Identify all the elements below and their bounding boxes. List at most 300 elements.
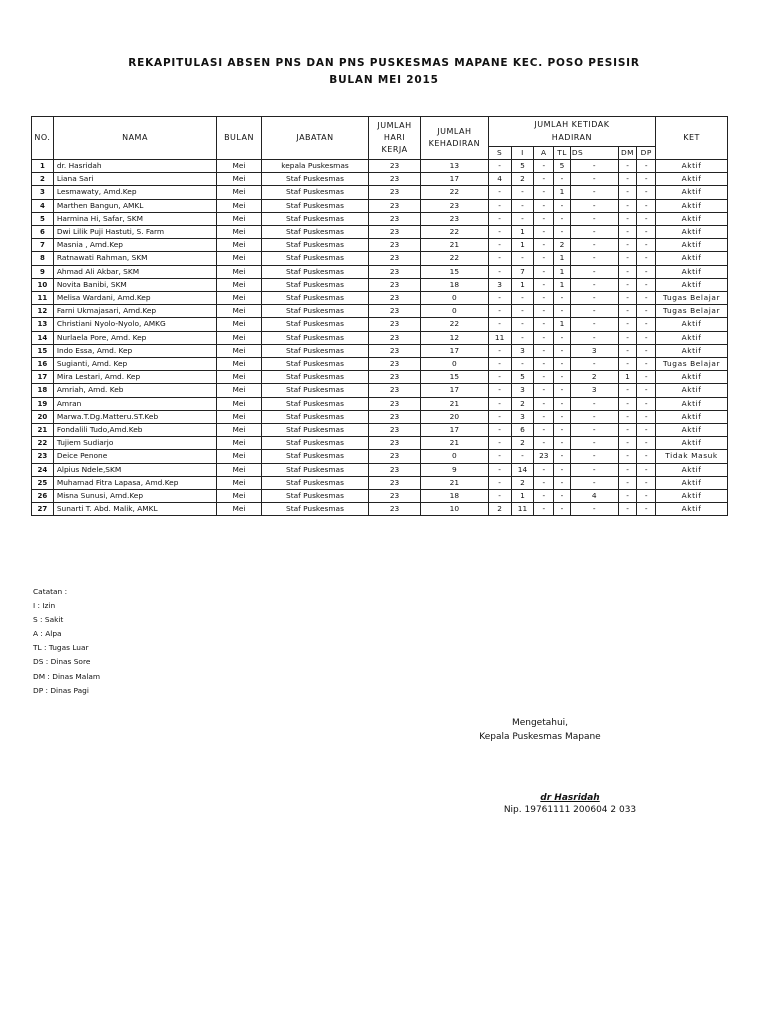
header-sub-dp: DP xyxy=(637,147,656,160)
row-a: - xyxy=(534,318,554,331)
row-ds: - xyxy=(570,239,618,252)
row-a: - xyxy=(534,292,554,305)
row-s: - xyxy=(488,410,511,423)
row-ket: Tidak Masuk xyxy=(656,450,728,463)
row-s: - xyxy=(488,371,511,384)
row-number: 25 xyxy=(32,476,54,489)
row-number: 7 xyxy=(32,239,54,252)
row-hari-kerja: 23 xyxy=(369,490,421,503)
row-i: - xyxy=(511,252,534,265)
header-hari-kerja xyxy=(369,117,421,160)
row-hari-kerja: 23 xyxy=(369,358,421,371)
row-tl: - xyxy=(554,410,571,423)
row-bulan: Mei xyxy=(217,424,262,437)
row-nama: Fondalili Tudo,Amd.Keb xyxy=(53,424,216,437)
row-bulan: Mei xyxy=(217,437,262,450)
row-jabatan: Staf Puskesmas xyxy=(261,358,368,371)
row-ds: - xyxy=(570,437,618,450)
row-bulan: Mei xyxy=(217,265,262,278)
note-line: DM : Dinas Malam xyxy=(33,671,101,681)
row-dm: - xyxy=(618,476,637,489)
row-jabatan: Staf Puskesmas xyxy=(261,397,368,410)
row-hari-kerja: 23 xyxy=(369,226,421,239)
row-ket: Aktif xyxy=(656,384,728,397)
row-dp: - xyxy=(637,397,656,410)
row-dp: - xyxy=(637,239,656,252)
row-jabatan: Staf Puskesmas xyxy=(261,239,368,252)
row-kehadiran: 21 xyxy=(421,239,489,252)
row-ket: Tugas Belajar xyxy=(656,292,728,305)
row-kehadiran: 22 xyxy=(421,226,489,239)
row-ket: Aktif xyxy=(656,437,728,450)
row-tl: - xyxy=(554,450,571,463)
row-tl: 1 xyxy=(554,278,571,291)
table-row xyxy=(32,410,728,423)
row-bulan: Mei xyxy=(217,450,262,463)
header-sub-dm: DM xyxy=(618,147,637,160)
row-dp: - xyxy=(637,490,656,503)
row-tl: - xyxy=(554,292,571,305)
row-a: - xyxy=(534,371,554,384)
row-kehadiran: 15 xyxy=(421,371,489,384)
row-hari-kerja: 23 xyxy=(369,252,421,265)
row-i: 6 xyxy=(511,424,534,437)
table-row xyxy=(32,450,728,463)
row-ket: Aktif xyxy=(656,410,728,423)
row-bulan: Mei xyxy=(217,331,262,344)
row-i: 3 xyxy=(511,384,534,397)
row-kehadiran: 12 xyxy=(421,331,489,344)
row-jabatan: Staf Puskesmas xyxy=(261,503,368,516)
row-jabatan: Staf Puskesmas xyxy=(261,476,368,489)
row-nama: Amran xyxy=(53,397,216,410)
row-ket: Tugas Belajar xyxy=(656,358,728,371)
table-row xyxy=(32,265,728,278)
row-bulan: Mei xyxy=(217,292,262,305)
notes-legend xyxy=(33,585,100,698)
row-s: - xyxy=(488,490,511,503)
row-tl: - xyxy=(554,305,571,318)
row-number: 26 xyxy=(32,490,54,503)
row-nama: dr. Hasridah xyxy=(53,160,216,173)
row-tl: - xyxy=(554,226,571,239)
row-bulan: Mei xyxy=(217,397,262,410)
row-number: 2 xyxy=(32,173,54,186)
row-a: - xyxy=(534,397,554,410)
row-nama: Ahmad Ali Akbar, SKM xyxy=(53,265,216,278)
row-hari-kerja: 23 xyxy=(369,410,421,423)
header-sub-s: S xyxy=(488,147,511,160)
row-number: 10 xyxy=(32,278,54,291)
row-s: - xyxy=(488,226,511,239)
row-tl: - xyxy=(554,503,571,516)
row-bulan: Mei xyxy=(217,410,262,423)
row-kehadiran: 10 xyxy=(421,503,489,516)
row-a: - xyxy=(534,476,554,489)
row-i: 3 xyxy=(511,410,534,423)
row-nama: Melisa Wardani, Amd.Kep xyxy=(53,292,216,305)
row-i: 5 xyxy=(511,160,534,173)
row-s: - xyxy=(488,424,511,437)
row-number: 21 xyxy=(32,424,54,437)
row-nama: Liana Sari xyxy=(53,173,216,186)
row-hari-kerja: 23 xyxy=(369,424,421,437)
table-row xyxy=(32,331,728,344)
row-number: 20 xyxy=(32,410,54,423)
row-hari-kerja: 23 xyxy=(369,384,421,397)
row-a: - xyxy=(534,344,554,357)
row-kehadiran: 0 xyxy=(421,358,489,371)
row-dp: - xyxy=(637,173,656,186)
note-line: DP : Dinas Pagi xyxy=(33,685,89,695)
row-hari-kerja: 23 xyxy=(369,199,421,212)
header-nama: NAMA xyxy=(53,117,216,160)
row-ds: - xyxy=(570,305,618,318)
row-dp: - xyxy=(637,450,656,463)
row-ds: - xyxy=(570,226,618,239)
row-i: 2 xyxy=(511,173,534,186)
row-kehadiran: 18 xyxy=(421,278,489,291)
row-number: 8 xyxy=(32,252,54,265)
row-number: 11 xyxy=(32,292,54,305)
row-kehadiran: 15 xyxy=(421,265,489,278)
table-row xyxy=(32,358,728,371)
row-kehadiran: 17 xyxy=(421,173,489,186)
row-ket: Aktif xyxy=(656,424,728,437)
row-dm: - xyxy=(618,305,637,318)
row-ket: Aktif xyxy=(656,199,728,212)
row-ket: Aktif xyxy=(656,226,728,239)
row-ds: - xyxy=(570,160,618,173)
row-tl: - xyxy=(554,331,571,344)
note-line: I : Izin xyxy=(33,601,56,611)
row-hari-kerja: 23 xyxy=(369,331,421,344)
row-jabatan: Staf Puskesmas xyxy=(261,278,368,291)
row-s: - xyxy=(488,463,511,476)
row-jabatan: Staf Puskesmas xyxy=(261,384,368,397)
row-s: - xyxy=(488,397,511,410)
row-dp: - xyxy=(637,278,656,291)
row-number: 1 xyxy=(32,160,54,173)
row-dm: - xyxy=(618,292,637,305)
row-number: 4 xyxy=(32,199,54,212)
row-kehadiran: 0 xyxy=(421,292,489,305)
row-i: 1 xyxy=(511,278,534,291)
row-dm: - xyxy=(618,186,637,199)
row-kehadiran: 18 xyxy=(421,490,489,503)
row-i: 1 xyxy=(511,239,534,252)
row-s: - xyxy=(488,292,511,305)
row-dp: - xyxy=(637,424,656,437)
signature-nip: Nip. 19761111 200604 2 033 xyxy=(503,805,637,815)
row-nama: Marwa.T.Dg.Matteru.ST.Keb xyxy=(53,410,216,423)
table-row xyxy=(32,173,728,186)
row-s: - xyxy=(488,384,511,397)
row-jabatan: Staf Puskesmas xyxy=(261,490,368,503)
row-nama: Harmina Hi, Safar, SKM xyxy=(53,212,216,225)
row-s: - xyxy=(488,212,511,225)
signature-acknowledged: Mengetahui, xyxy=(511,718,569,728)
row-dm: - xyxy=(618,384,637,397)
row-kehadiran: 21 xyxy=(421,397,489,410)
row-s: - xyxy=(488,239,511,252)
header-sub-tl: TL xyxy=(554,147,571,160)
row-nama: Indo Essa, Amd. Kep xyxy=(53,344,216,357)
row-i: 11 xyxy=(511,503,534,516)
header-sub-a: A xyxy=(534,147,554,160)
row-jabatan: Staf Puskesmas xyxy=(261,265,368,278)
row-ds: - xyxy=(570,503,618,516)
row-dp: - xyxy=(637,186,656,199)
header-sub-ds: DS xyxy=(570,147,618,160)
row-nama: Masnia , Amd.Kep xyxy=(53,239,216,252)
row-i: 2 xyxy=(511,397,534,410)
row-number: 18 xyxy=(32,384,54,397)
row-hari-kerja: 23 xyxy=(369,265,421,278)
row-jabatan: Staf Puskesmas xyxy=(261,331,368,344)
row-ds: - xyxy=(570,463,618,476)
row-dm: - xyxy=(618,358,637,371)
row-s: 3 xyxy=(488,278,511,291)
row-kehadiran: 9 xyxy=(421,463,489,476)
row-ds: - xyxy=(570,212,618,225)
table-row xyxy=(32,252,728,265)
row-a: - xyxy=(534,199,554,212)
row-number: 27 xyxy=(32,503,54,516)
row-s: 2 xyxy=(488,503,511,516)
row-ds: - xyxy=(570,292,618,305)
header-kehadiran-line: KEHADIRAN xyxy=(428,139,481,148)
row-tl: - xyxy=(554,384,571,397)
row-hari-kerja: 23 xyxy=(369,239,421,252)
row-a: - xyxy=(534,212,554,225)
header-jabatan: JABATAN xyxy=(261,117,368,160)
row-ket: Aktif xyxy=(656,331,728,344)
row-ds: - xyxy=(570,278,618,291)
row-i: 2 xyxy=(511,437,534,450)
row-tl: - xyxy=(554,358,571,371)
table-row xyxy=(32,160,728,173)
row-a: - xyxy=(534,384,554,397)
row-kehadiran: 20 xyxy=(421,410,489,423)
header-kehadiran-line: JUMLAH xyxy=(437,126,472,136)
row-ds: - xyxy=(570,358,618,371)
row-a: 23 xyxy=(534,450,554,463)
row-ket: Aktif xyxy=(656,239,728,252)
note-line: Catatan : xyxy=(33,587,68,596)
row-dm: - xyxy=(618,331,637,344)
row-a: - xyxy=(534,358,554,371)
row-a: - xyxy=(534,503,554,516)
note-line: S : Sakit xyxy=(33,615,64,625)
row-tl: 1 xyxy=(554,186,571,199)
row-nama: Deice Penone xyxy=(53,450,216,463)
row-ds: - xyxy=(570,318,618,331)
signature-block xyxy=(470,716,610,744)
header-ket: KET xyxy=(656,117,728,160)
table-row xyxy=(32,437,728,450)
row-bulan: Mei xyxy=(217,212,262,225)
row-bulan: Mei xyxy=(217,226,262,239)
row-jabatan: Staf Puskesmas xyxy=(261,371,368,384)
row-number: 14 xyxy=(32,331,54,344)
row-i: - xyxy=(511,450,534,463)
row-ket: Aktif xyxy=(656,186,728,199)
row-hari-kerja: 23 xyxy=(369,503,421,516)
row-i: 14 xyxy=(511,463,534,476)
note-line: A : Alpa xyxy=(33,629,62,639)
row-i: - xyxy=(511,331,534,344)
header-ketidakhadiran-line: HADIRAN xyxy=(551,132,592,142)
row-ds: - xyxy=(570,397,618,410)
row-i: 2 xyxy=(511,476,534,489)
row-number: 3 xyxy=(32,186,54,199)
row-ket: Aktif xyxy=(656,371,728,384)
row-a: - xyxy=(534,226,554,239)
row-kehadiran: 0 xyxy=(421,450,489,463)
header-sub-i: I xyxy=(511,147,534,160)
row-dm: - xyxy=(618,160,637,173)
row-nama: Tujiem Sudiarjo xyxy=(53,437,216,450)
row-i: 7 xyxy=(511,265,534,278)
row-ket: Aktif xyxy=(656,397,728,410)
row-dp: - xyxy=(637,410,656,423)
row-jabatan: Staf Puskesmas xyxy=(261,252,368,265)
row-s: - xyxy=(488,199,511,212)
row-tl: - xyxy=(554,371,571,384)
row-dp: - xyxy=(637,371,656,384)
row-nama: Amriah, Amd. Keb xyxy=(53,384,216,397)
header-hari-kerja-line: HARI xyxy=(383,132,406,142)
row-a: - xyxy=(534,265,554,278)
row-dm: - xyxy=(618,463,637,476)
row-s: - xyxy=(488,186,511,199)
row-ds: 3 xyxy=(570,384,618,397)
note-line: DS : Dinas Sore xyxy=(33,657,91,667)
row-jabatan: Staf Puskesmas xyxy=(261,292,368,305)
row-hari-kerja: 23 xyxy=(369,397,421,410)
row-dp: - xyxy=(637,212,656,225)
row-tl: - xyxy=(554,463,571,476)
row-nama: Lesmawaty, Amd.Kep xyxy=(53,186,216,199)
row-ds: - xyxy=(570,199,618,212)
row-ket: Aktif xyxy=(656,503,728,516)
row-ds: 3 xyxy=(570,344,618,357)
row-dm: - xyxy=(618,490,637,503)
header-hari-kerja-line: KERJA xyxy=(381,145,408,155)
row-hari-kerja: 23 xyxy=(369,450,421,463)
row-hari-kerja: 23 xyxy=(369,160,421,173)
row-ket: Aktif xyxy=(656,490,728,503)
row-s: - xyxy=(488,318,511,331)
row-kehadiran: 17 xyxy=(421,384,489,397)
row-dm: - xyxy=(618,397,637,410)
row-s: 11 xyxy=(488,331,511,344)
row-a: - xyxy=(534,331,554,344)
row-bulan: Mei xyxy=(217,199,262,212)
row-number: 13 xyxy=(32,318,54,331)
row-hari-kerja: 23 xyxy=(369,173,421,186)
row-jabatan: Staf Puskesmas xyxy=(261,410,368,423)
row-i: - xyxy=(511,199,534,212)
table-row xyxy=(32,226,728,239)
row-jabatan: Staf Puskesmas xyxy=(261,226,368,239)
row-jabatan: Staf Puskesmas xyxy=(261,173,368,186)
row-number: 24 xyxy=(32,463,54,476)
row-bulan: Mei xyxy=(217,344,262,357)
row-dm: 1 xyxy=(618,371,637,384)
row-s: - xyxy=(488,252,511,265)
row-jabatan: Staf Puskesmas xyxy=(261,199,368,212)
row-kehadiran: 13 xyxy=(421,160,489,173)
row-ds: 2 xyxy=(570,371,618,384)
table-row xyxy=(32,503,728,516)
row-nama: Marthen Bangun, AMKL xyxy=(53,199,216,212)
row-s: - xyxy=(488,437,511,450)
row-nama: Misna Sunusi, Amd.Kep xyxy=(53,490,216,503)
row-bulan: Mei xyxy=(217,278,262,291)
row-dm: - xyxy=(618,424,637,437)
row-bulan: Mei xyxy=(217,476,262,489)
row-bulan: Mei xyxy=(217,371,262,384)
signature-name: dr Hasridah xyxy=(540,793,600,803)
row-dp: - xyxy=(637,318,656,331)
row-bulan: Mei xyxy=(217,173,262,186)
row-dp: - xyxy=(637,305,656,318)
row-number: 12 xyxy=(32,305,54,318)
row-tl: - xyxy=(554,437,571,450)
row-dp: - xyxy=(637,358,656,371)
row-ds: - xyxy=(570,252,618,265)
row-tl: 1 xyxy=(554,265,571,278)
row-dp: - xyxy=(637,437,656,450)
row-dm: - xyxy=(618,199,637,212)
row-bulan: Mei xyxy=(217,252,262,265)
table-row xyxy=(32,344,728,357)
document-subtitle: BULAN MEI 2015 xyxy=(329,74,439,86)
table-row xyxy=(32,371,728,384)
row-tl: - xyxy=(554,476,571,489)
row-nama: Alpius Ndele,SKM xyxy=(53,463,216,476)
row-bulan: Mei xyxy=(217,318,262,331)
row-ds: - xyxy=(570,265,618,278)
row-dm: - xyxy=(618,450,637,463)
row-dm: - xyxy=(618,503,637,516)
row-number: 22 xyxy=(32,437,54,450)
row-dp: - xyxy=(637,344,656,357)
row-ket: Aktif xyxy=(656,476,728,489)
row-hari-kerja: 23 xyxy=(369,437,421,450)
row-s: 4 xyxy=(488,173,511,186)
table-row xyxy=(32,305,728,318)
row-ds: - xyxy=(570,476,618,489)
row-tl: 1 xyxy=(554,252,571,265)
row-hari-kerja: 23 xyxy=(369,278,421,291)
row-dp: - xyxy=(637,463,656,476)
row-a: - xyxy=(534,490,554,503)
row-ket: Aktif xyxy=(656,318,728,331)
row-hari-kerja: 23 xyxy=(369,371,421,384)
row-tl: - xyxy=(554,344,571,357)
row-jabatan: Staf Puskesmas xyxy=(261,424,368,437)
row-nama: Christiani Nyolo-Nyolo, AMKG xyxy=(53,318,216,331)
row-jabatan: Staf Puskesmas xyxy=(261,212,368,225)
row-i: - xyxy=(511,318,534,331)
row-a: - xyxy=(534,252,554,265)
header-ketidakhadiran-line: JUMLAH KETIDAK xyxy=(534,120,610,130)
row-bulan: Mei xyxy=(217,358,262,371)
row-number: 19 xyxy=(32,397,54,410)
